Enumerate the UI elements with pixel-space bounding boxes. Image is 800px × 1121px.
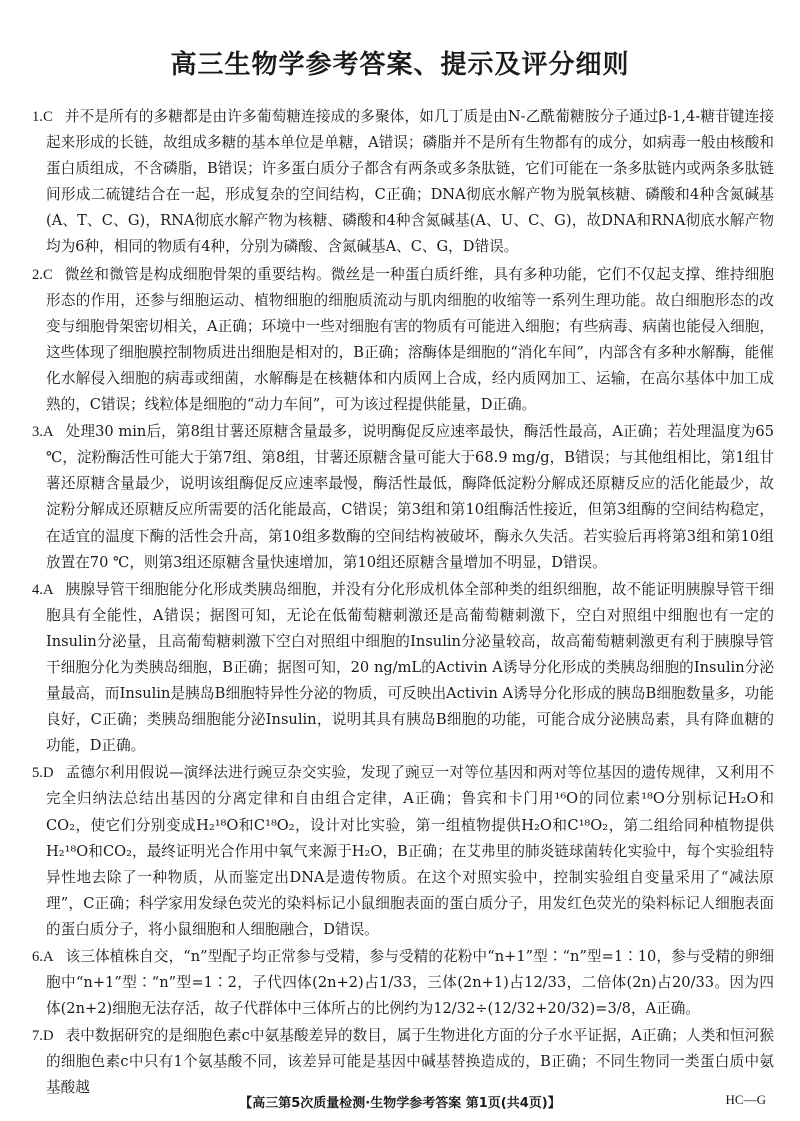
answer-item-4 xyxy=(32,577,774,760)
item-number: 2. xyxy=(32,266,43,283)
item-explanation: 孟德尔利用假说—演绎法进行豌豆杂交实验，发现了豌豆一对等位基因和两对等位基因的遗传规律，又利用不完全归纳法总结出基因的分离定律和自由组合定律，A正确；鲁宾和卡门用¹⁶O的同位素¹⁸O分别标记H₂O和CO₂，使它们分别变成H₂¹⁸O和C¹⁸O₂，设计对比实验，第一组植物提供H₂O和C¹⁸O₂，第二组给同种植物提供H₂¹⁸O和CO₂，最终证明光合作用中氧气来源于H₂O，B正确；在艾弗里的肺炎链球菌转化实验中，每个实验组特异性地去除了一种物质，从而鉴定出DNA是遗传物质。在这个对照实验中，控制实验组自变量采用了“减法原理”，C正确；科学家用发绿色荧光的染料标记小鼠细胞表面的蛋白质分子，用发红色荧光的染料标记人细胞表面的蛋白质分子，将小鼠细胞和人细胞融合，D错误。 xyxy=(46,764,774,938)
item-number: 1. xyxy=(32,109,43,125)
item-answer: D xyxy=(42,1028,54,1045)
answer-item-3 xyxy=(32,419,774,576)
answer-item-6 xyxy=(32,944,774,1022)
item-number: 3. xyxy=(32,424,43,441)
page-title: 高三生物学参考答案、提示及评分细则 xyxy=(170,50,630,80)
item-number: 7. xyxy=(32,1028,43,1045)
footer-code: HC—G xyxy=(725,1092,766,1107)
item-explanation: 该三体植株自交，“n”型配子均正常参与受精，参与受精的花粉中“n+1”型∶“n”型=1∶10，参与受精的卵细胞中“n+1”型∶“n”型=1∶2，子代四体(2n+2)占1/33，三体(2n+1)占12/33，二倍体(2n)占20/33。因为四体(2n+2)细胞无法存活，故子代群体中三体所占的比例约为12/32÷(12/32+20/32)=3/8，A正确。 xyxy=(46,948,774,1018)
item-answer: A xyxy=(42,424,54,441)
item-explanation: 并不是所有的多糖都是由许多葡萄糖连接成的多聚体，如几丁质是由N-乙酰葡糖胺分子通过β-1,4-糖苷键连接起来形成的长链，故组成多糖的基本单位是单糖，A错误；磷脂并不是所有生物都有的成分，如病毒一般由核酸和蛋白质组成，不含磷脂，B错误；许多蛋白质分子都含有两条或多条肽链，它们可能在一条多肽链内或两条多肽链间形成二硫键结合在一起，形成复杂的空间结构，C正确；DNA彻底水解产物为脱氧核糖、磷酸和4种含氮碱基(A、T、C、G)，RNA彻底水解产物为核糖、磷酸和4种含氮碱基(A、U、C、G)，故DNA和RNA彻底水解产物均为6种，相同的物质有4种，分别为磷酸、含氮碱基A、C、G，D错误。 xyxy=(46,108,774,256)
item-number: 5. xyxy=(32,765,43,782)
item-answer: C xyxy=(42,266,53,283)
footer-page-info: 【高三第5次质量检测·生物学参考答案 第1页(共4页)】 xyxy=(239,1096,561,1111)
answer-list xyxy=(32,104,774,1103)
item-explanation: 微丝和微管是构成细胞骨架的重要结构。微丝是一种蛋白质纤维，具有多种功能，它们不仅起支撑、维持细胞形态的作用，还参与细胞运动、植物细胞的细胞质流动与肌肉细胞的收缩等一系列生理功能。故白细胞形态的改变与细胞骨架密切相关，A正确；环境中一些对细胞有害的物质有可能进入细胞；有些病毒、病菌也能侵入细胞，这些体现了细胞膜控制物质进出细胞是相对的，B正确；溶酶体是细胞的“消化车间”，内部含有多种水解酶，能催化水解侵入细胞的病毒或细菌，水解酶是在核糖体和内质网上合成，经内质网加工、运输，在高尔基体中加工成熟的，C错误；线粒体是细胞的“动力车间”，可为该过程提供能量，D正确。 xyxy=(46,265,774,414)
answer-item-2 xyxy=(32,262,774,419)
answer-item-7 xyxy=(32,1023,774,1101)
item-number: 4. xyxy=(32,581,43,598)
item-number: 6. xyxy=(32,949,43,965)
item-answer: A xyxy=(42,581,54,598)
answer-item-1 xyxy=(32,104,774,261)
item-explanation: 处理30 min后，第8组甘薯还原糖含量最多，说明酶促反应速率最快，酶活性最高，A正确；若处理温度为65 ℃，淀粉酶活性可能大于第7组、第8组，甘薯还原糖含量可能大于68.9 mg/g，B错误；与其他组相比，第1组甘薯还原糖含量最少，说明该组酶促反应速率最慢，酶活性最低，酶降低淀粉分解成还原糖反应的活化能最少，故淀粉分解成还原糖反应所需要的活化能最高，C错误；第3组和第10组酶活性接近，但第3组酶的空间结构稳定，在适宜的温度下酶的活性会升高，第10组多数酶的空间结构被破坏，酶永久失活。若实验后再将第3组和第10组放置在70 ℃，则第3组还原糖含量快速增加，第10组还原糖含量增加不明显，D错误。 xyxy=(46,423,774,571)
item-answer: A xyxy=(42,949,54,965)
item-explanation: 胰腺导管干细胞能分化形成类胰岛细胞，并没有分化形成机体全部种类的组织细胞，故不能证明胰腺导管干细胞具有全能性，A错误；据图可知，无论在低葡萄糖刺激还是高葡萄糖刺激下，空白对照组中细胞也有一定的Insulin分泌量，且高葡萄糖刺激下空白对照组中细胞的Insulin分泌量较高，故高葡萄糖刺激更有利于胰腺导管干细胞分化为类胰岛细胞，B正确；据图可知，20 ng/mL的Activin A诱导分化形成的类胰岛细胞的Insulin分泌量最高，而Insulin是胰岛B细胞特异性分泌的物质，可反映出Activin A诱导分化形成的胰岛B细胞数量多，功能良好，C正确；类胰岛细胞能分泌Insulin，说明其具有胰岛B细胞的功能，可能合成分泌胰岛素，具有降血糖的功能，D正确。 xyxy=(46,580,774,755)
answer-item-5 xyxy=(32,760,774,943)
item-answer: C xyxy=(42,109,53,125)
item-answer: D xyxy=(42,765,54,782)
item-explanation: 表中数据研究的是细胞色素c中氨基酸差异的数目，属于生物进化方面的分子水平证据，A正确；人类和恒河猴的细胞色素c中只有1个氨基酸不同，该差异可能是基因中碱基替换造成的，B正确；不同生物同一类蛋白质中氨基酸越 xyxy=(46,1027,774,1097)
